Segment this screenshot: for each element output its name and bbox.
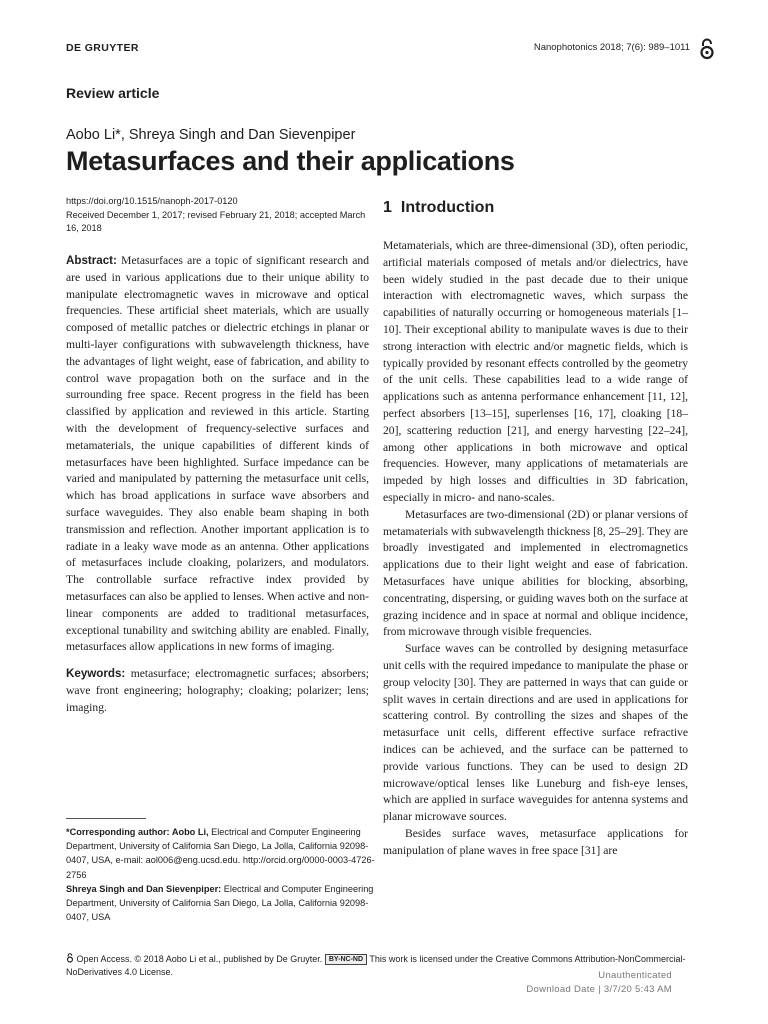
publisher-name: DE GRUYTER <box>66 42 139 54</box>
article-title: Metasurfaces and their applications <box>66 146 515 176</box>
intro-paragraph: Metasurfaces are two-dimensional (2D) or planar versions of metamaterials with subwavelength thickness [8, 25–29]. They are broadly investigated and implemented in electromagnetics applications due to their light weight and ease of fabrication. Metasurfaces have unique abilities for blocking, absorbing, concentrating, dispersing, or guiding waves both on the surface at grazing incidence and in space at normal and oblique incidence, from microwave through visible frequencies. <box>383 507 688 639</box>
journal-citation: Nanophotonics 2018; 7(6): 989–1011 <box>533 42 690 53</box>
keywords-label: Keywords: <box>66 667 126 681</box>
author-list: Aobo Li*, Shreya Singh and Dan Sievenpiper <box>66 127 356 143</box>
doi-link[interactable]: https://doi.org/10.1515/nanoph-2017-0120 <box>66 196 238 206</box>
open-access-icon <box>698 38 716 60</box>
abstract-label: Abstract: <box>66 254 117 267</box>
keywords <box>66 666 369 716</box>
intro-paragraph: Surface waves can be controlled by designing metasurface unit cells with the required impedance to manipulate the phase or group velocity [30]. They are patterned in ways that can guide or split waves in certain directions and are used in applications for scattering control. By controlling the sizes and shapes of the metasurface unit cells, different effective surface refractive indices can be achieved, and the surface can be patterned to provide various functions. They can be used to design 2D microwave/optical lenses like Luneburg and fish-eye lenses, which are applied in surface waveguides for antenna systems and planar microwave sources. <box>383 642 688 824</box>
left-column <box>66 253 369 717</box>
coauthor-label: Shreya Singh and Dan Sievenpiper: <box>66 883 222 894</box>
download-stamp <box>526 969 672 996</box>
coauthor-note <box>66 882 376 925</box>
keywords-text: metasurface; electromagnetic surfaces; absorbers; wave front engineering; holography; cloaking; polarizer; lens; imaging. <box>66 667 369 714</box>
download-date: Download Date | 3/7/20 5:43 AM <box>526 983 672 995</box>
open-access-small-icon <box>66 953 74 963</box>
corresponding-author-affiliation: Electrical and Computer Engineering Department, University of California San Diego, La Jolla, California 92098-0407, USA, e-mail: aol006@eng.ucsd.edu. http://orcid.org/0000-0003-4726-2756 <box>66 827 375 880</box>
abstract-text: Metasurfaces are a topic of significant research and are used in various applications due to their unique ability to manipulate electromagnetic waves in microwave and optical frequencies. These artificial sheet materials, which are usually composed of metallic patches or dielectric etchings in planar or multi-layer configurations with subwavelength thickness, have the advantages of light weight, ease of fabrication, and ability to control wave propagation both on the surface and in the surrounding free space. Recent progress in the field has been classified by application and reviewed in this article. Starting with the development of frequency-selective surfaces and metamaterials, the unique capabilities of different kinds of metasurfaces have been highlighted. Surface impedance can be varied and manipulated by patterning the metasurface unit cells, which has broad applications in surface wave absorbers and surface waveguides. They also enable beam shaping in both transmission and reflection. Another important application is to radiate in a leaky wave mode as an antenna. Other applications of metasurfaces include cloaking, polarizers, and modulators. The controllable surface refractive index provided by metasurfaces can also be applied to lenses. When active and non-linear components are added to traditional metasurfaces, exceptional tunability and switching ability are enabled. Finally, metasurfaces allow applications in new forms of imaging. <box>66 254 369 654</box>
section-number: 1 <box>383 199 392 216</box>
intro-paragraph: Metamaterials, which are three-dimensional (3D), often periodic, artificial materials composed of metals and/or dielectrics, have been widely studied in the past decade due to their unique interaction with electromagnetic waves, which surpass the capabilities of naturally occurring or homogeneous materials [1–10]. Their exceptional ability to manipulate waves is due to their strong interaction with electric and/or magnetic fields, which is typically provided by resonant effects controlled by the geometry of the unit cells. These capabilities lead to a wide range of applications such as antenna performance enhancement [11, 12], perfect absorbers [13–15], superlenses [16, 17], cloaking [18–20], scattering reduction [21], and energy harvesting [22–24], among other applications in both microwave and optical frequencies. However, many applications of metamaterials are impeded by high losses and difficulties in 3D fabrication, especially in micro- and nano-scales. <box>383 239 688 504</box>
license-prefix: Open Access. © 2018 Aobo Li et al., published by De Gruyter. <box>76 954 323 964</box>
section-heading <box>383 199 494 217</box>
author-footnotes <box>66 825 376 924</box>
article-meta <box>66 195 369 236</box>
auth-status: Unauthenticated <box>598 970 672 981</box>
article-type: Review article <box>66 85 160 101</box>
coauthor-affiliation: Electrical and Computer Engineering Department, University of California San Diego, La Jolla, California 92098-0407, USA <box>66 883 374 923</box>
right-column <box>383 238 688 859</box>
intro-paragraph: Besides surface waves, metasurface applications for manipulation of plane waves in free space [31] are <box>383 826 688 857</box>
footnote-divider <box>66 818 146 819</box>
license-suffix: This work is licensed under the Creative Commons Attribution-NonCommercial-NoDerivatives 4.0 License. <box>66 954 686 977</box>
corresponding-author-note <box>66 825 376 882</box>
abstract <box>66 253 369 656</box>
section-title: Introduction <box>400 199 495 216</box>
received-dates: Received December 1, 2017; revised February 21, 2018; accepted March 16, 2018 <box>66 209 366 233</box>
corresponding-author-label: *Corresponding author: Aobo Li, <box>66 827 209 837</box>
cc-license-badge[interactable]: BY-NC-ND <box>325 954 367 965</box>
